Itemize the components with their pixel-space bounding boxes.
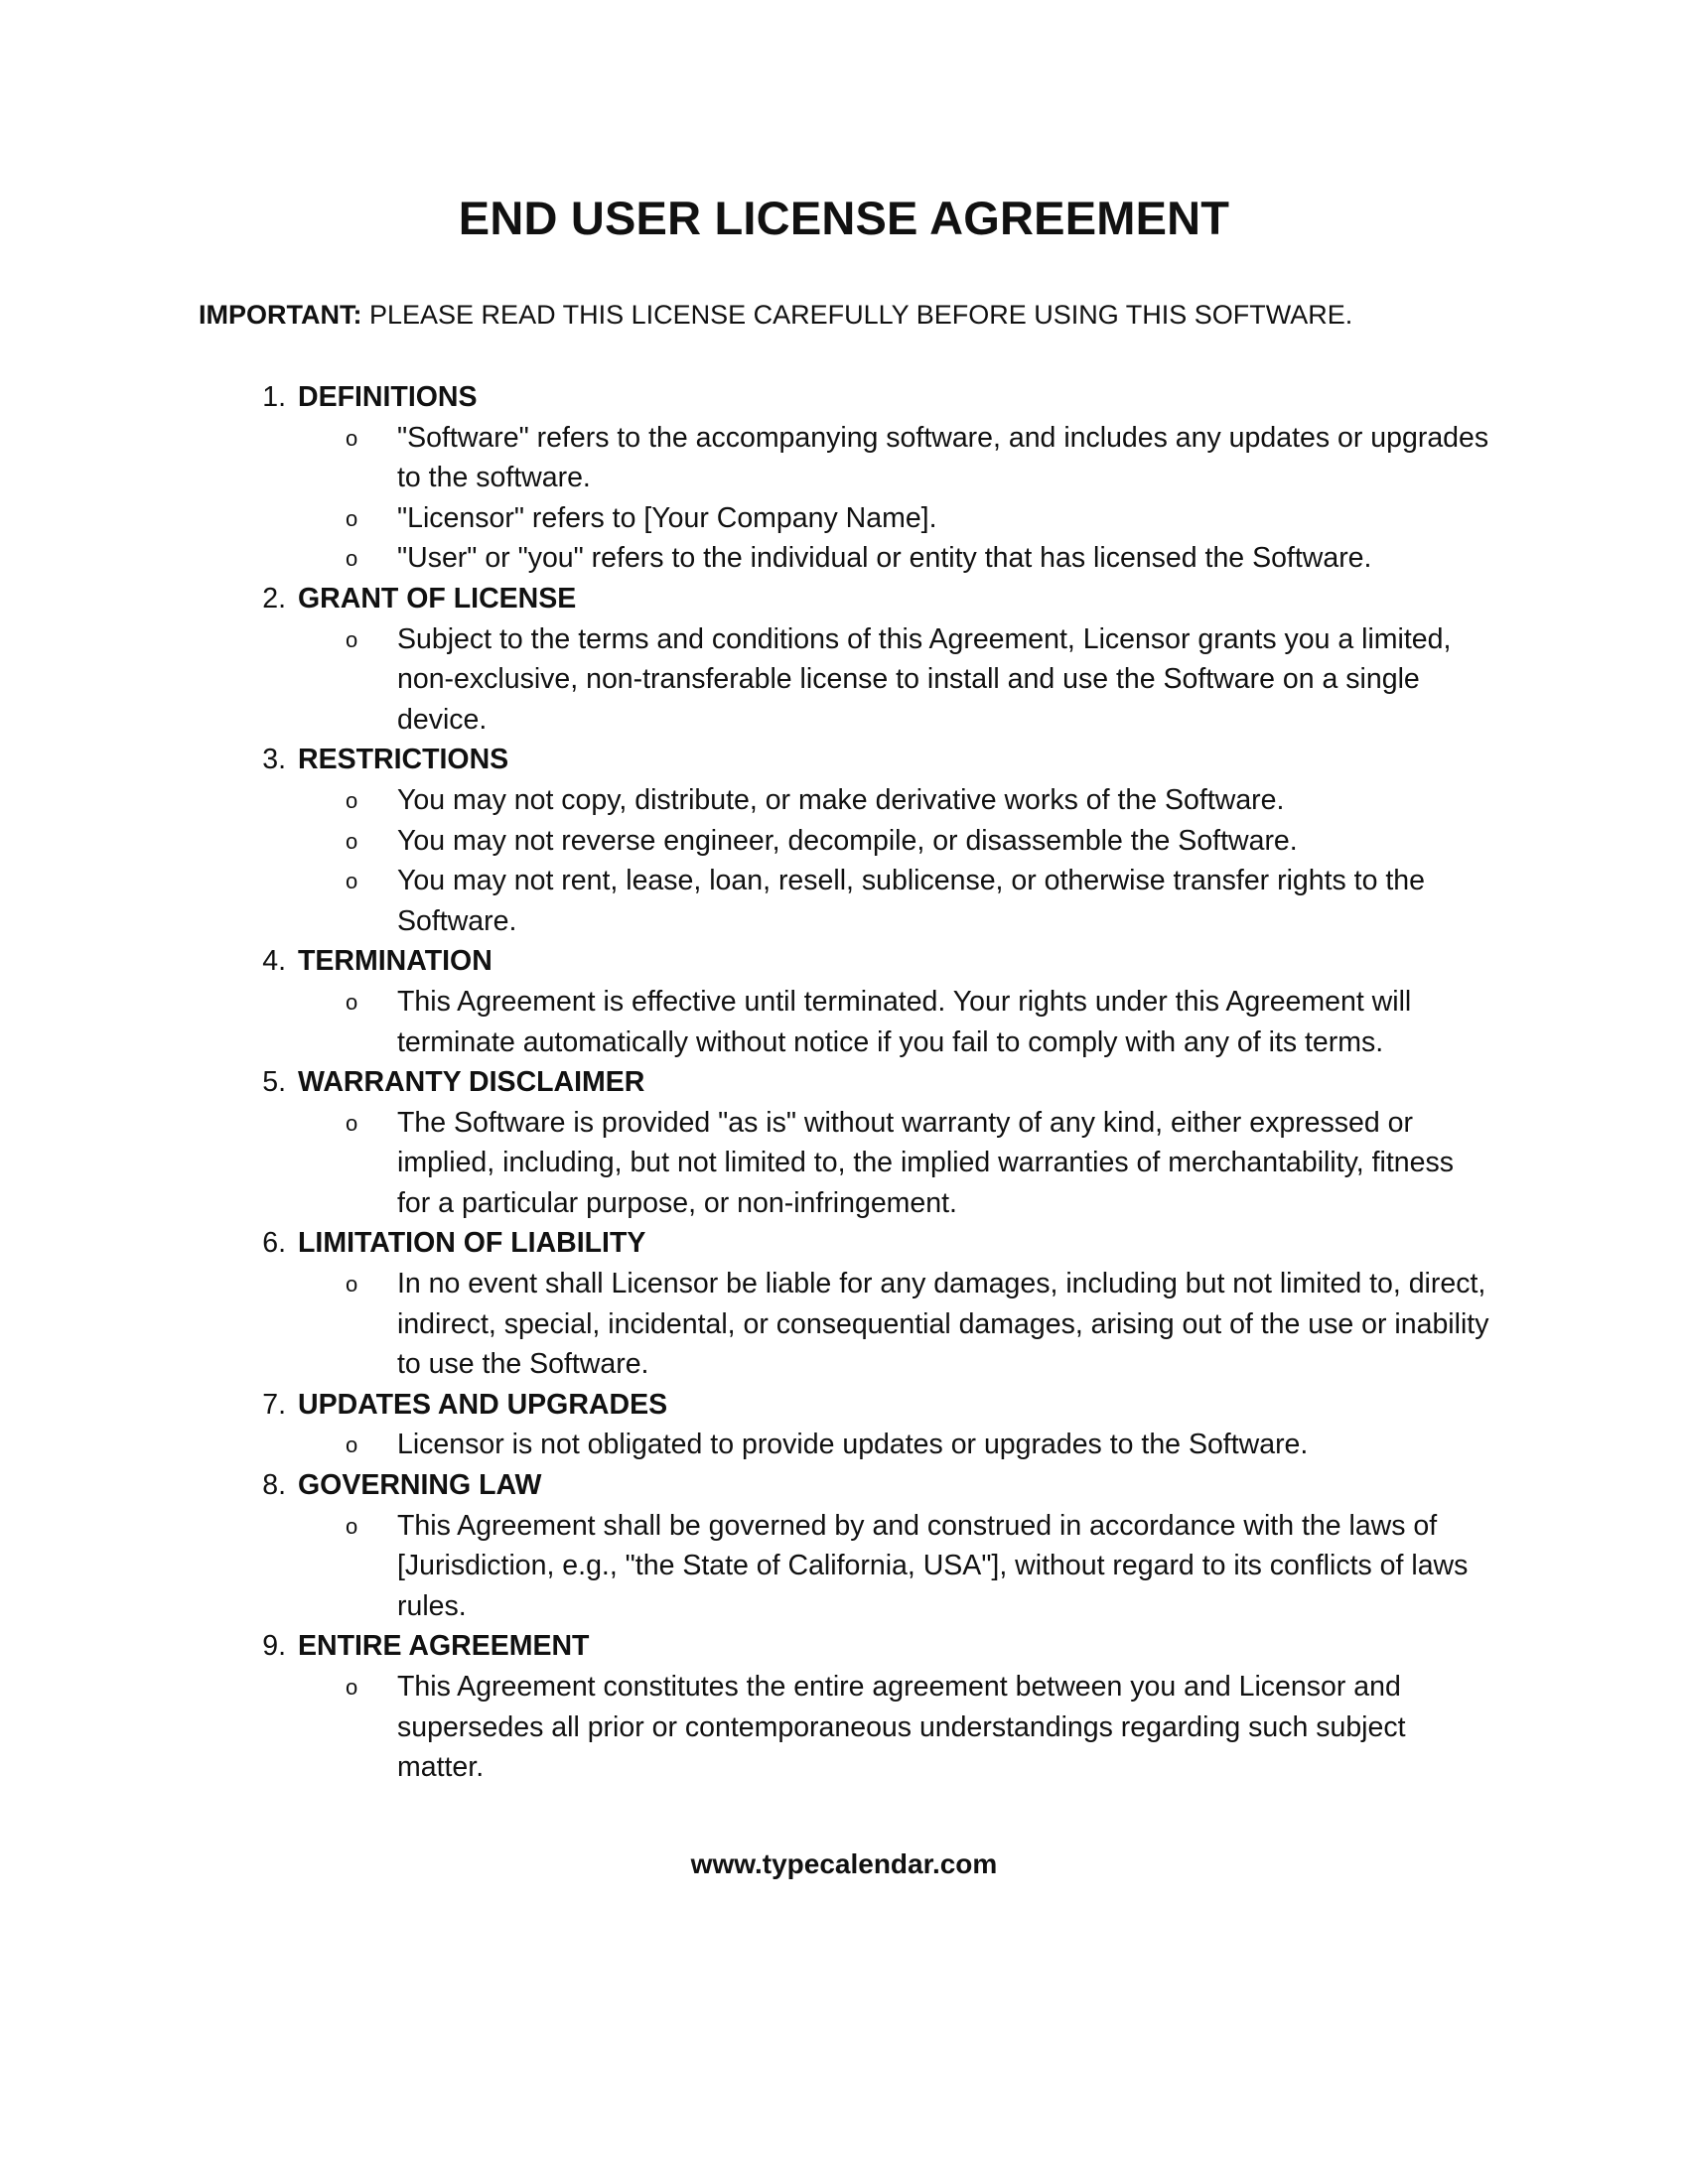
section-title: LIMITATION OF LIABILITY bbox=[298, 1227, 646, 1260]
bullet-text: You may not rent, lease, loan, resell, sublicense, or otherwise transfer rights to the Software. bbox=[397, 865, 1425, 937]
circle-bullet-icon: o bbox=[346, 1675, 358, 1700]
section-title: WARRANTY DISCLAIMER bbox=[298, 1066, 645, 1099]
circle-bullet-icon: o bbox=[346, 869, 358, 894]
bullet-list bbox=[199, 1667, 1509, 1788]
section-heading bbox=[199, 941, 1509, 982]
document-title: END USER LICENSE AGREEMENT bbox=[458, 192, 1230, 244]
section-title: ENTIRE AGREEMENT bbox=[298, 1630, 590, 1663]
bullet-text: Subject to the terms and conditions of this Agreement, Licensor grants you a limited, non-exclusive, non-transferable license to install and use the Software on a single device. bbox=[397, 622, 1452, 736]
circle-bullet-icon: o bbox=[346, 626, 358, 652]
bullet-list bbox=[199, 780, 1509, 941]
bullet-text: "Licensor" refers to [Your Company Name]. bbox=[397, 501, 937, 534]
section-number: 1. bbox=[262, 381, 286, 413]
bullet-text: The Software is provided "as is" without warranty of any kind, either expressed or implied, including, but not limited to, the implied warranties of merchantability, fitness for a particular purpose, or non-infringement. bbox=[397, 1106, 1454, 1219]
important-label: IMPORTANT: bbox=[199, 300, 362, 330]
bullet-item bbox=[199, 1506, 1509, 1627]
section-number: 9. bbox=[262, 1630, 286, 1663]
bullet-list bbox=[199, 1264, 1509, 1385]
section-heading bbox=[199, 1223, 1509, 1264]
bullet-item bbox=[199, 418, 1509, 498]
section-number: 2. bbox=[262, 582, 286, 614]
bullet-text: "User" or "you" refers to the individual or entity that has licensed the Software. bbox=[397, 542, 1372, 575]
section-heading bbox=[199, 1385, 1509, 1426]
section-number: 4. bbox=[262, 945, 286, 978]
section-title: GOVERNING LAW bbox=[298, 1469, 542, 1502]
bullet-text: This Agreement constitutes the entire agreement between you and Licensor and supersedes all prior or contemporaneous understandings regarding such subject matter. bbox=[397, 1671, 1406, 1784]
section-item bbox=[199, 1626, 1509, 1787]
section-title: TERMINATION bbox=[298, 945, 492, 978]
section-item bbox=[199, 579, 1509, 740]
important-notice bbox=[199, 300, 1352, 331]
section-item bbox=[199, 1465, 1509, 1626]
section-number: 5. bbox=[262, 1066, 286, 1099]
bullet-list bbox=[199, 418, 1509, 579]
section-item bbox=[199, 740, 1509, 941]
bullet-text: This Agreement shall be governed by and construed in accordance with the laws of [Jurisdiction, e.g., "the State of California, USA"], without regard to its conflicts of laws rules. bbox=[397, 1509, 1469, 1622]
circle-bullet-icon: o bbox=[346, 546, 358, 572]
bullet-item bbox=[199, 861, 1509, 941]
circle-bullet-icon: o bbox=[346, 425, 358, 451]
bullet-item bbox=[199, 498, 1509, 539]
bullet-list bbox=[199, 982, 1509, 1062]
section-item bbox=[199, 1223, 1509, 1384]
section-number: 6. bbox=[262, 1227, 286, 1260]
section-heading bbox=[199, 1626, 1509, 1667]
bullet-text: "Software" refers to the accompanying software, and includes any updates or upgrades to the software. bbox=[397, 421, 1489, 494]
section-heading bbox=[199, 377, 1509, 418]
circle-bullet-icon: o bbox=[346, 787, 358, 813]
section-heading bbox=[199, 740, 1509, 780]
bullet-item bbox=[199, 538, 1509, 579]
sections-list bbox=[199, 377, 1509, 1788]
section-title: DEFINITIONS bbox=[298, 381, 478, 413]
section-number: 8. bbox=[262, 1469, 286, 1502]
circle-bullet-icon: o bbox=[346, 1433, 358, 1458]
section-item bbox=[199, 1062, 1509, 1223]
circle-bullet-icon: o bbox=[346, 505, 358, 531]
section-number: 7. bbox=[262, 1388, 286, 1421]
section-heading bbox=[199, 1062, 1509, 1103]
section-number: 3. bbox=[262, 744, 286, 776]
circle-bullet-icon: o bbox=[346, 1272, 358, 1297]
bullet-list bbox=[199, 1425, 1509, 1465]
bullet-item bbox=[199, 1425, 1509, 1465]
section-title: GRANT OF LICENSE bbox=[298, 582, 577, 614]
circle-bullet-icon: o bbox=[346, 989, 358, 1015]
bullet-text: You may not copy, distribute, or make derivative works of the Software. bbox=[397, 783, 1285, 816]
footer-url: www.typecalendar.com bbox=[690, 1848, 998, 1879]
bullet-item bbox=[199, 1667, 1509, 1788]
section-item bbox=[199, 1385, 1509, 1465]
bullet-item bbox=[199, 1103, 1509, 1224]
section-title: UPDATES AND UPGRADES bbox=[298, 1388, 668, 1421]
bullet-list bbox=[199, 1103, 1509, 1224]
bullet-text: This Agreement is effective until terminated. Your rights under this Agreement will terminate automatically without notice if you fail to comply with any of its terms. bbox=[397, 985, 1412, 1058]
section-item bbox=[199, 377, 1509, 579]
bullet-item bbox=[199, 619, 1509, 741]
bullet-item bbox=[199, 821, 1509, 862]
bullet-text: You may not reverse engineer, decompile, or disassemble the Software. bbox=[397, 824, 1298, 857]
circle-bullet-icon: o bbox=[346, 1110, 358, 1136]
bullet-list bbox=[199, 1506, 1509, 1627]
bullet-item bbox=[199, 780, 1509, 821]
circle-bullet-icon: o bbox=[346, 1513, 358, 1539]
bullet-list bbox=[199, 619, 1509, 741]
important-text: PLEASE READ THIS LICENSE CAREFULLY BEFORE USING THIS SOFTWARE. bbox=[369, 300, 1353, 330]
section-heading bbox=[199, 1465, 1509, 1506]
bullet-item bbox=[199, 1264, 1509, 1385]
bullet-item bbox=[199, 982, 1509, 1062]
bullet-text: Licensor is not obligated to provide updates or upgrades to the Software. bbox=[397, 1429, 1309, 1461]
bullet-text: In no event shall Licensor be liable for any damages, including but not limited to, direct, indirect, special, incidental, or consequential damages, arising out of the use or inability to use the Software. bbox=[397, 1268, 1489, 1381]
section-heading bbox=[199, 579, 1509, 619]
circle-bullet-icon: o bbox=[346, 828, 358, 854]
section-item bbox=[199, 941, 1509, 1062]
section-title: RESTRICTIONS bbox=[298, 744, 509, 776]
